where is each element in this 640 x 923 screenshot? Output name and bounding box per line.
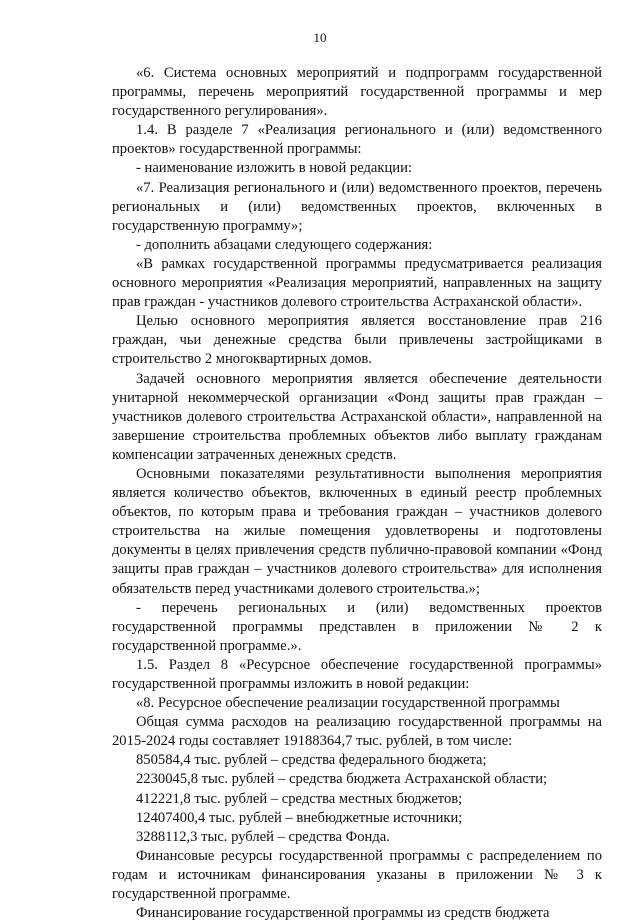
paragraph-section-6-title: «6. Система основных мероприятий и подпрограмм государственной программы, перечень мероприятий государственной программы и мер государственного регулирования». <box>112 65 602 120</box>
paragraph-financial-resources: Финансовые ресурсы государственной программы с распределением по годам и источникам финансирования указаны в приложении № 3 к государственной программе. <box>112 847 602 903</box>
amount-fund: 3288112,3 тыс. рублей – средства Фонда. <box>136 828 390 845</box>
paragraph-section-7-title: «7. Реализация регионального и (или) ведомственного проектов, перечень региональных и (или) ведомственных проектов, включенных в государственную программу»; <box>112 179 602 234</box>
paragraph-total-expenses: Общая сумма расходов на реализацию государственной программы на 2015-2024 годы составляет 19188364,7 тыс. рублей, в том числе: <box>112 714 602 750</box>
paragraph-projects-list: - перечень региональных и (или) ведомственных проектов государственной программы представлен в приложении № 2 к государственной программе.». <box>112 599 602 654</box>
paragraph-financing: Финансирование государственной программы из средств бюджета <box>136 905 550 922</box>
paragraph-indicators: Основными показателями результативности выполнения мероприятия является количество объектов, включенных в единый реестр проблемных объектов, по которым права и требования граждан – участников долевого строительства на жилые помещения удовлетворены и подготовлены документы в целях привлечения средств публично-правовой компании «Фонд защиты прав граждан – участников долевого строительства» для исполнения обязательств перед участниками долевого строительства.»; <box>112 465 602 597</box>
page-number: 10 <box>313 30 327 45</box>
amount-extrabudgetary: 12407400,4 тыс. рублей – внебюджетные источники; <box>136 809 463 826</box>
amount-local-budgets: 412221,8 тыс. рублей – средства местных бюджетов; <box>136 790 463 807</box>
paragraph-task: Задачей основного мероприятия является обеспечение деятельности унитарной некоммерческой организации «Фонд защиты прав граждан – участников долевого строительства Астраханской области», направленной на завершение строительства проблемных объектов либо выплату гражданам компенсации затраченных денежных средств. <box>112 370 602 463</box>
paragraph-goal: Целью основного мероприятия является восстановление прав 216 граждан, чьи денежные средства были привлечены застройщиками в строительство 2 многоквартирных домов. <box>112 313 602 368</box>
paragraph-rename-instruction: - наименование изложить в новой редакции: <box>136 160 412 177</box>
paragraph-section-8-title: «8. Ресурсное обеспечение реализации государственной программы <box>136 695 560 712</box>
amount-federal-budget: 850584,4 тыс. рублей – средства федерального бюджета; <box>136 752 487 769</box>
paragraph-main-activity: «В рамках государственной программы предусматривается реализация основного мероприятия «Реализация мероприятий, направленных на защиту прав граждан - участников долевого строительства Астраханской области». <box>112 255 602 311</box>
amount-regional-budget: 2230045,8 тыс. рублей – средства бюджета Астраханской области; <box>136 771 548 788</box>
paragraph-item-1-4: 1.4. В разделе 7 «Реализация регионального и (или) ведомственного проектов» государственной программы: <box>112 122 602 158</box>
document-body <box>112 64 602 923</box>
paragraph-item-1-5: 1.5. Раздел 8 «Ресурсное обеспечение государственной программы» государственной программы изложить в новой редакции: <box>112 656 602 692</box>
paragraph-add-instruction: - дополнить абзацами следующего содержания: <box>136 236 433 253</box>
